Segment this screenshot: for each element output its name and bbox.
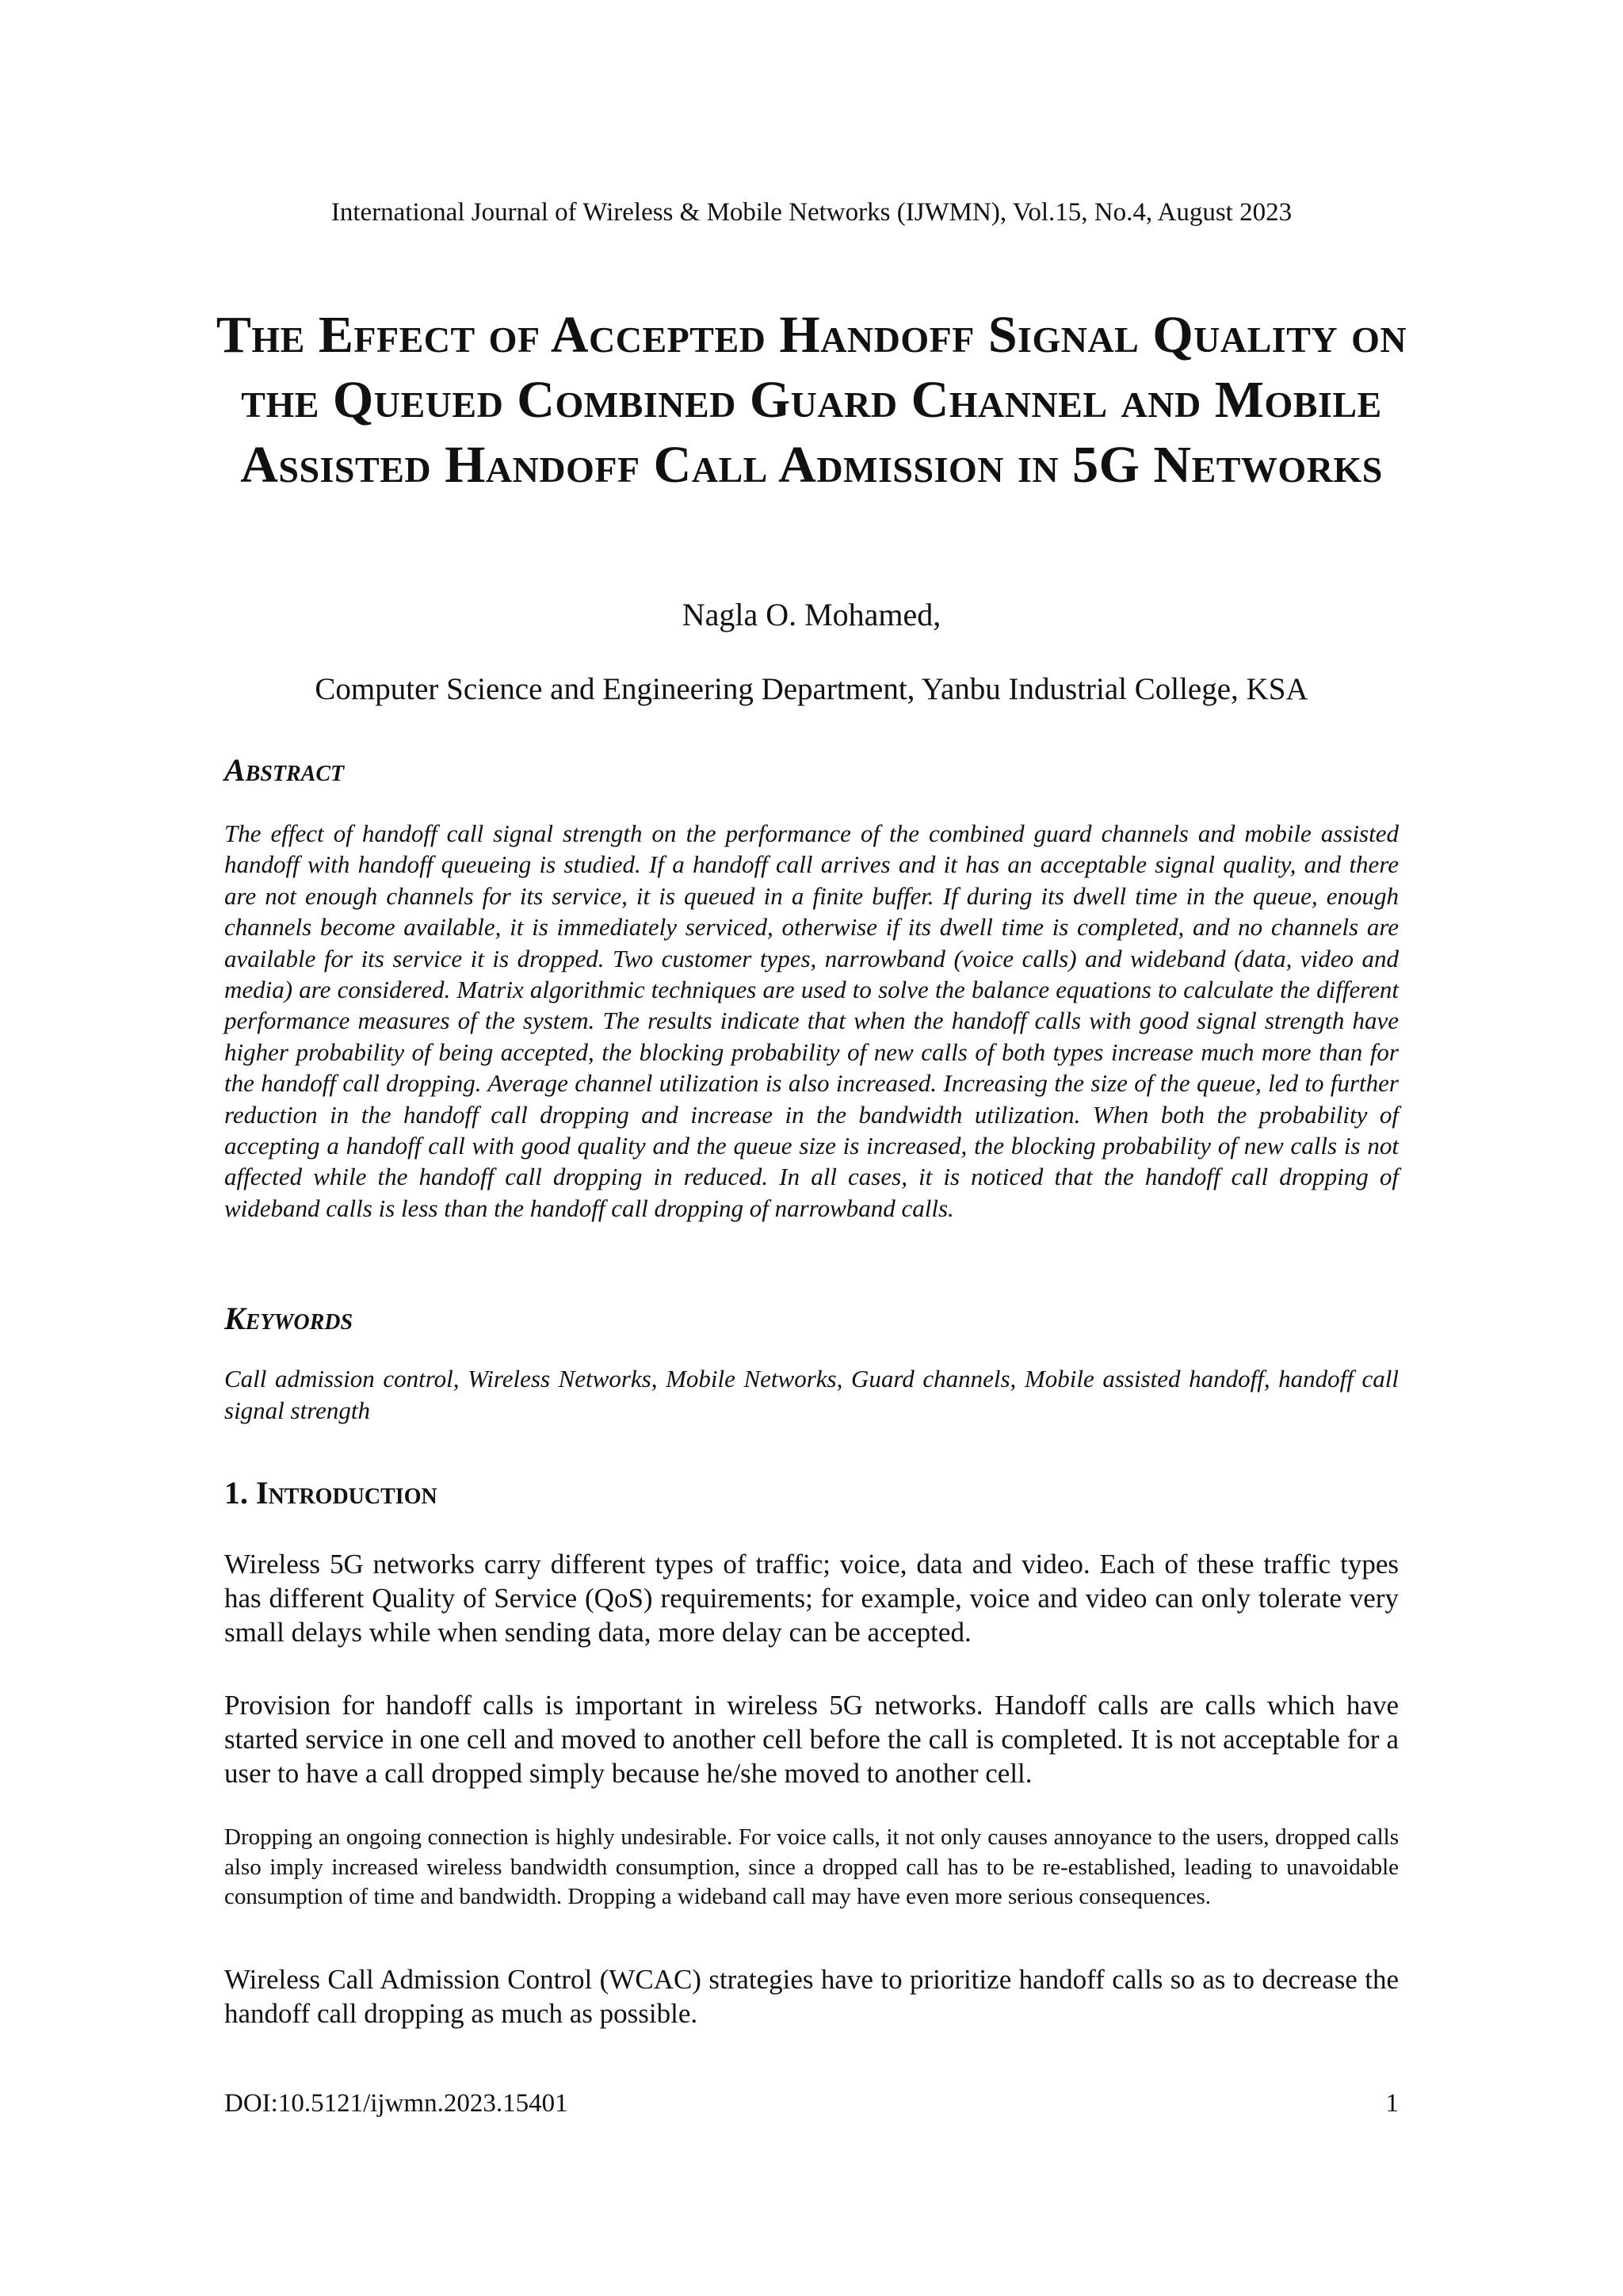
intro-paragraph-1: Wireless 5G networks carry different types of traffic; voice, data and video. Each of these traffic types has different Quality of Service (QoS) requirements; for example, voice and video can only tolerate very small delays while when sending data, more delay can be accepted. (224, 1549, 1399, 1648)
keywords-text: Call admission control, Wireless Networks, Mobile Networks, Guard channels, Mobile assisted handoff, handoff call signal strength (224, 1365, 1399, 1424)
introduction-heading: 1. Introduction (224, 1475, 437, 1511)
intro-paragraph-3: Dropping an ongoing connection is highly undesirable. For voice calls, it not only causes annoyance to the users, dropped calls also imply increased wireless bandwidth consumption, since a dropped call has to be re-established, leading to unavoidable consumption of time and bandwidth. Dropping a wideband call may have even more serious consequences. (224, 1824, 1399, 1909)
keywords-heading: Keywords (224, 1301, 353, 1336)
intro-paragraph-2: Provision for handoff calls is important in wireless 5G networks. Handoff calls are calls which have started service in one cell and moved to another cell before the call is completed. It is not acceptable for a user to have a call dropped simply because he/she moved to another cell. (224, 1690, 1399, 1789)
author-name: Nagla O. Mohamed, (682, 597, 941, 632)
intro-paragraph-4: Wireless Call Admission Control (WCAC) strategies have to prioritize handoff calls so as to decrease the handoff call dropping as much as possible. (224, 1964, 1399, 2029)
author-affiliation: Computer Science and Engineering Department, Yanbu Industrial College, KSA (315, 672, 1308, 706)
running-header: International Journal of Wireless & Mobile Networks (IJWMN), Vol.15, No.4, August 2023 (330, 198, 1293, 227)
paper-title: The Effect of Accepted Handoff Signal Quality on the Queued Combined Guard Channel and Mobile Assisted Handoff Call Admission in 5G Networks (216, 306, 1407, 494)
abstract-text: The effect of handoff call signal strength on the performance of the combined guard channels and mobile assisted handoff with handoff queueing is studied. If a handoff call arrives and it has an acceptable signal quality, and there are not enough channels for its service, it is queued in a finite buffer. If during its dwell time in the queue, enough channels become available, it is immediately serviced, otherwise if its dwell time is completed, and no channels are available for its service it is dropped. Two customer types, narrowband (voice calls) and wideband (data, video and media) are considered. Matrix algorithmic techniques are used to solve the balance equations to calculate the different performance measures of the system. The results indicate that when the handoff calls with good signal strength have higher probability of being accepted, the blocking probability of new calls of both types increase much more than for the handoff call dropping. Average channel utilization is also increased. Increasing the size of the queue, led to further reduction in the handoff call dropping and increase in the bandwidth utilization. When both the probability of accepting a handoff call with good quality and the queue size is increased, the blocking probability of new calls is not affected while the handoff call dropping in reduced. In all cases, it is noticed that the handoff call dropping of wideband calls is less than the handoff call dropping of narrowband calls. (224, 819, 1399, 1222)
abstract-heading: Abstract (224, 752, 345, 788)
footer-doi: DOI:10.5121/ijwmn.2023.15401 (224, 2089, 568, 2118)
page-number: 1 (1385, 2089, 1399, 2118)
